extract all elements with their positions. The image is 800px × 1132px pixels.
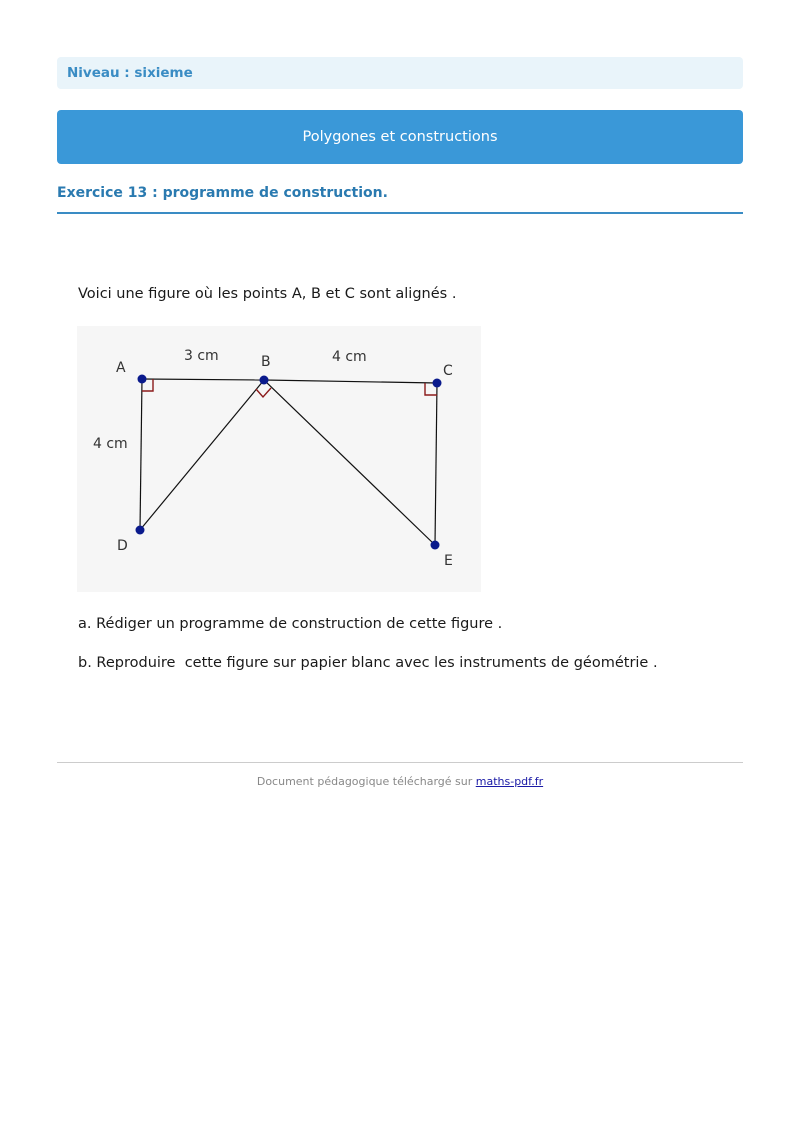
- point-a: [138, 375, 147, 384]
- segment-bc: [264, 380, 437, 383]
- length-ad: 4 cm: [93, 436, 128, 452]
- exercise-title: Exercice 13 : programme de construction.: [57, 185, 743, 214]
- label-e: E: [444, 553, 453, 569]
- segment-ab: [142, 379, 264, 380]
- exercise-intro: Voici une figure où les points A, B et C sont alignés .: [78, 286, 457, 302]
- length-bc: 4 cm: [332, 349, 367, 365]
- footer-link[interactable]: maths-pdf.fr: [475, 775, 544, 788]
- label-b: B: [261, 354, 271, 370]
- segment-ad: [140, 379, 142, 530]
- point-c: [433, 379, 442, 388]
- segment-be: [264, 380, 435, 545]
- geometry-figure: [77, 326, 481, 592]
- footer-text: Document pédagogique téléchargé sur: [256, 775, 476, 788]
- label-c: C: [443, 363, 453, 379]
- level-label: Niveau : sixieme: [57, 57, 743, 89]
- question-a: a. Rédiger un programme de construction de cette figure .: [78, 616, 503, 632]
- figure-svg: [77, 326, 481, 592]
- point-b: [260, 376, 269, 385]
- label-d: D: [117, 538, 128, 554]
- footer-divider: [57, 762, 743, 763]
- page-title-banner: Polygones et constructions: [57, 110, 743, 164]
- segment-ce: [435, 383, 437, 545]
- footer: [57, 775, 743, 788]
- right-angle-marker-b: [256, 388, 271, 397]
- question-b: b. Reproduire cette figure sur papier blanc avec les instruments de géométrie .: [78, 655, 658, 671]
- segment-bd: [140, 380, 264, 530]
- length-ab: 3 cm: [184, 348, 219, 364]
- label-a: A: [116, 360, 126, 376]
- point-e: [431, 541, 440, 550]
- point-d: [136, 526, 145, 535]
